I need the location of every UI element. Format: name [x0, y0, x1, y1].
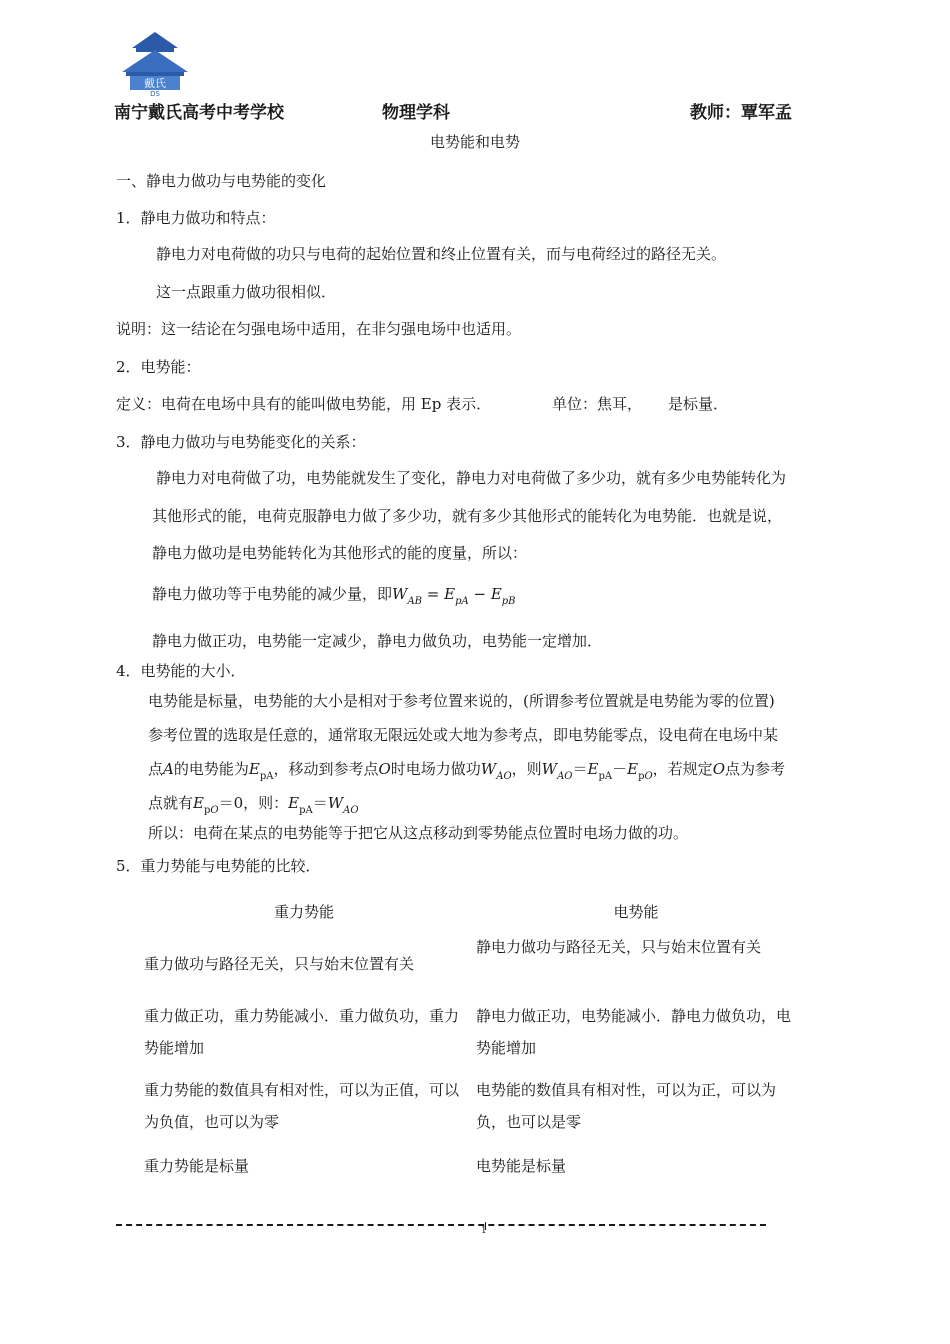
section-1-heading: 一、静电力做功与电势能的变化	[116, 172, 327, 190]
logo-text: 戴氏	[144, 77, 166, 90]
subject-name: 物理学科	[382, 103, 450, 123]
scalar-note: 是标量．	[668, 395, 729, 413]
section-2-heading: 2．电势能：	[116, 358, 201, 376]
paragraph: 静电力对电荷做的功只与电荷的起始位置和终止位置有关，而与电荷经过的路径无关。	[156, 245, 727, 263]
teacher-name: 教师：覃军孟	[690, 103, 792, 123]
table-cell: 电势能是标量	[476, 1157, 567, 1175]
paragraph-with-math: 点就有$E_{pO}=0$，则：$E_{pA}=W_{AO}$	[148, 794, 359, 816]
formula-line: 静电力做功等于电势能的减少量，即$W_{AB} = E_{pA} - E_{pB}$	[152, 585, 516, 607]
paragraph: 静电力做功是电势能转化为其他形式的能的度量，所以：	[152, 544, 528, 562]
paragraph: 电势能是标量，电势能的大小是相对于参考位置来说的，(所谓参考位置就是电势能为零的位置)	[148, 692, 775, 710]
table-cell: 静电力做功与路径无关，只与始末位置有关	[476, 938, 762, 956]
section-1-1-heading: 1．静电力做功和特点：	[116, 209, 276, 227]
paragraph-with-math: 点A的电势能为$E_{pA}$，移动到参考点O时电场力做功$W_{AO}$，则$W_{AO}=E_{pA}-E_{pO}$，若规定O点为参考	[148, 760, 786, 782]
unit: 单位：焦耳，	[552, 395, 643, 413]
table-cell: 重力做功与路径无关，只与始末位置有关	[144, 955, 415, 973]
paragraph: 静电力对电荷做了功，电势能就发生了变化，静电力对电荷做了多少功，就有多少电势能转化为	[156, 469, 787, 487]
paragraph: 其他形式的能，电荷克服静电力做了多少功，就有多少其他形式的能转化为电势能．也就是说，	[152, 507, 783, 525]
table-header: 电势能	[613, 903, 659, 921]
table-cell: 静电力做正功，电势能减小．静电力做负功，电势能增加	[476, 1007, 792, 1057]
paragraph: 参考位置的选取是任意的，通常取无限远处或大地为参考点，即电势能零点，设电荷在电场中某	[148, 726, 779, 744]
table-cell: 重力势能的数值具有相对性，可以为正值，可以为负值，也可以为零	[144, 1081, 460, 1131]
table-header: 重力势能	[273, 903, 334, 921]
paragraph: 静电力做正功，电势能一定减少，静电力做负功，电势能一定增加．	[152, 632, 603, 650]
paragraph: 这一点跟重力做功很相似．	[156, 283, 337, 301]
paragraph: 所以：电荷在某点的电势能等于把它从这点移动到零势能点位置时电场力做的功。	[148, 824, 689, 842]
section-3-heading: 3．静电力做功与电势能变化的关系：	[116, 433, 366, 451]
formula: $W_{AB} = E_{pA} - E_{pB}$	[392, 585, 516, 607]
logo-sub: DS	[150, 90, 160, 96]
note: 说明：这一结论在匀强电场中适用，在非匀强电场中也适用。	[116, 320, 522, 338]
page-title: 电势能和电势	[429, 133, 520, 151]
table-cell: 重力势能是标量	[144, 1157, 250, 1175]
table-cell: 电势能的数值具有相对性，可以为正，可以为负，也可以是零	[476, 1081, 777, 1131]
page-number: 1	[481, 1226, 487, 1236]
footer-divider	[116, 1224, 766, 1226]
school-name: 南宁戴氏高考中考学校	[114, 103, 284, 123]
section-5-heading: 5．重力势能与电势能的比较．	[116, 857, 321, 875]
school-logo	[112, 30, 198, 96]
table-cell: 重力做正功，重力势能减小．重力做负功，重力势能增加	[144, 1007, 460, 1057]
definition: 定义：电荷在电场中具有的能叫做电势能，用 Ep 表示．	[116, 395, 492, 413]
section-4-heading: 4．电势能的大小．	[116, 662, 246, 680]
